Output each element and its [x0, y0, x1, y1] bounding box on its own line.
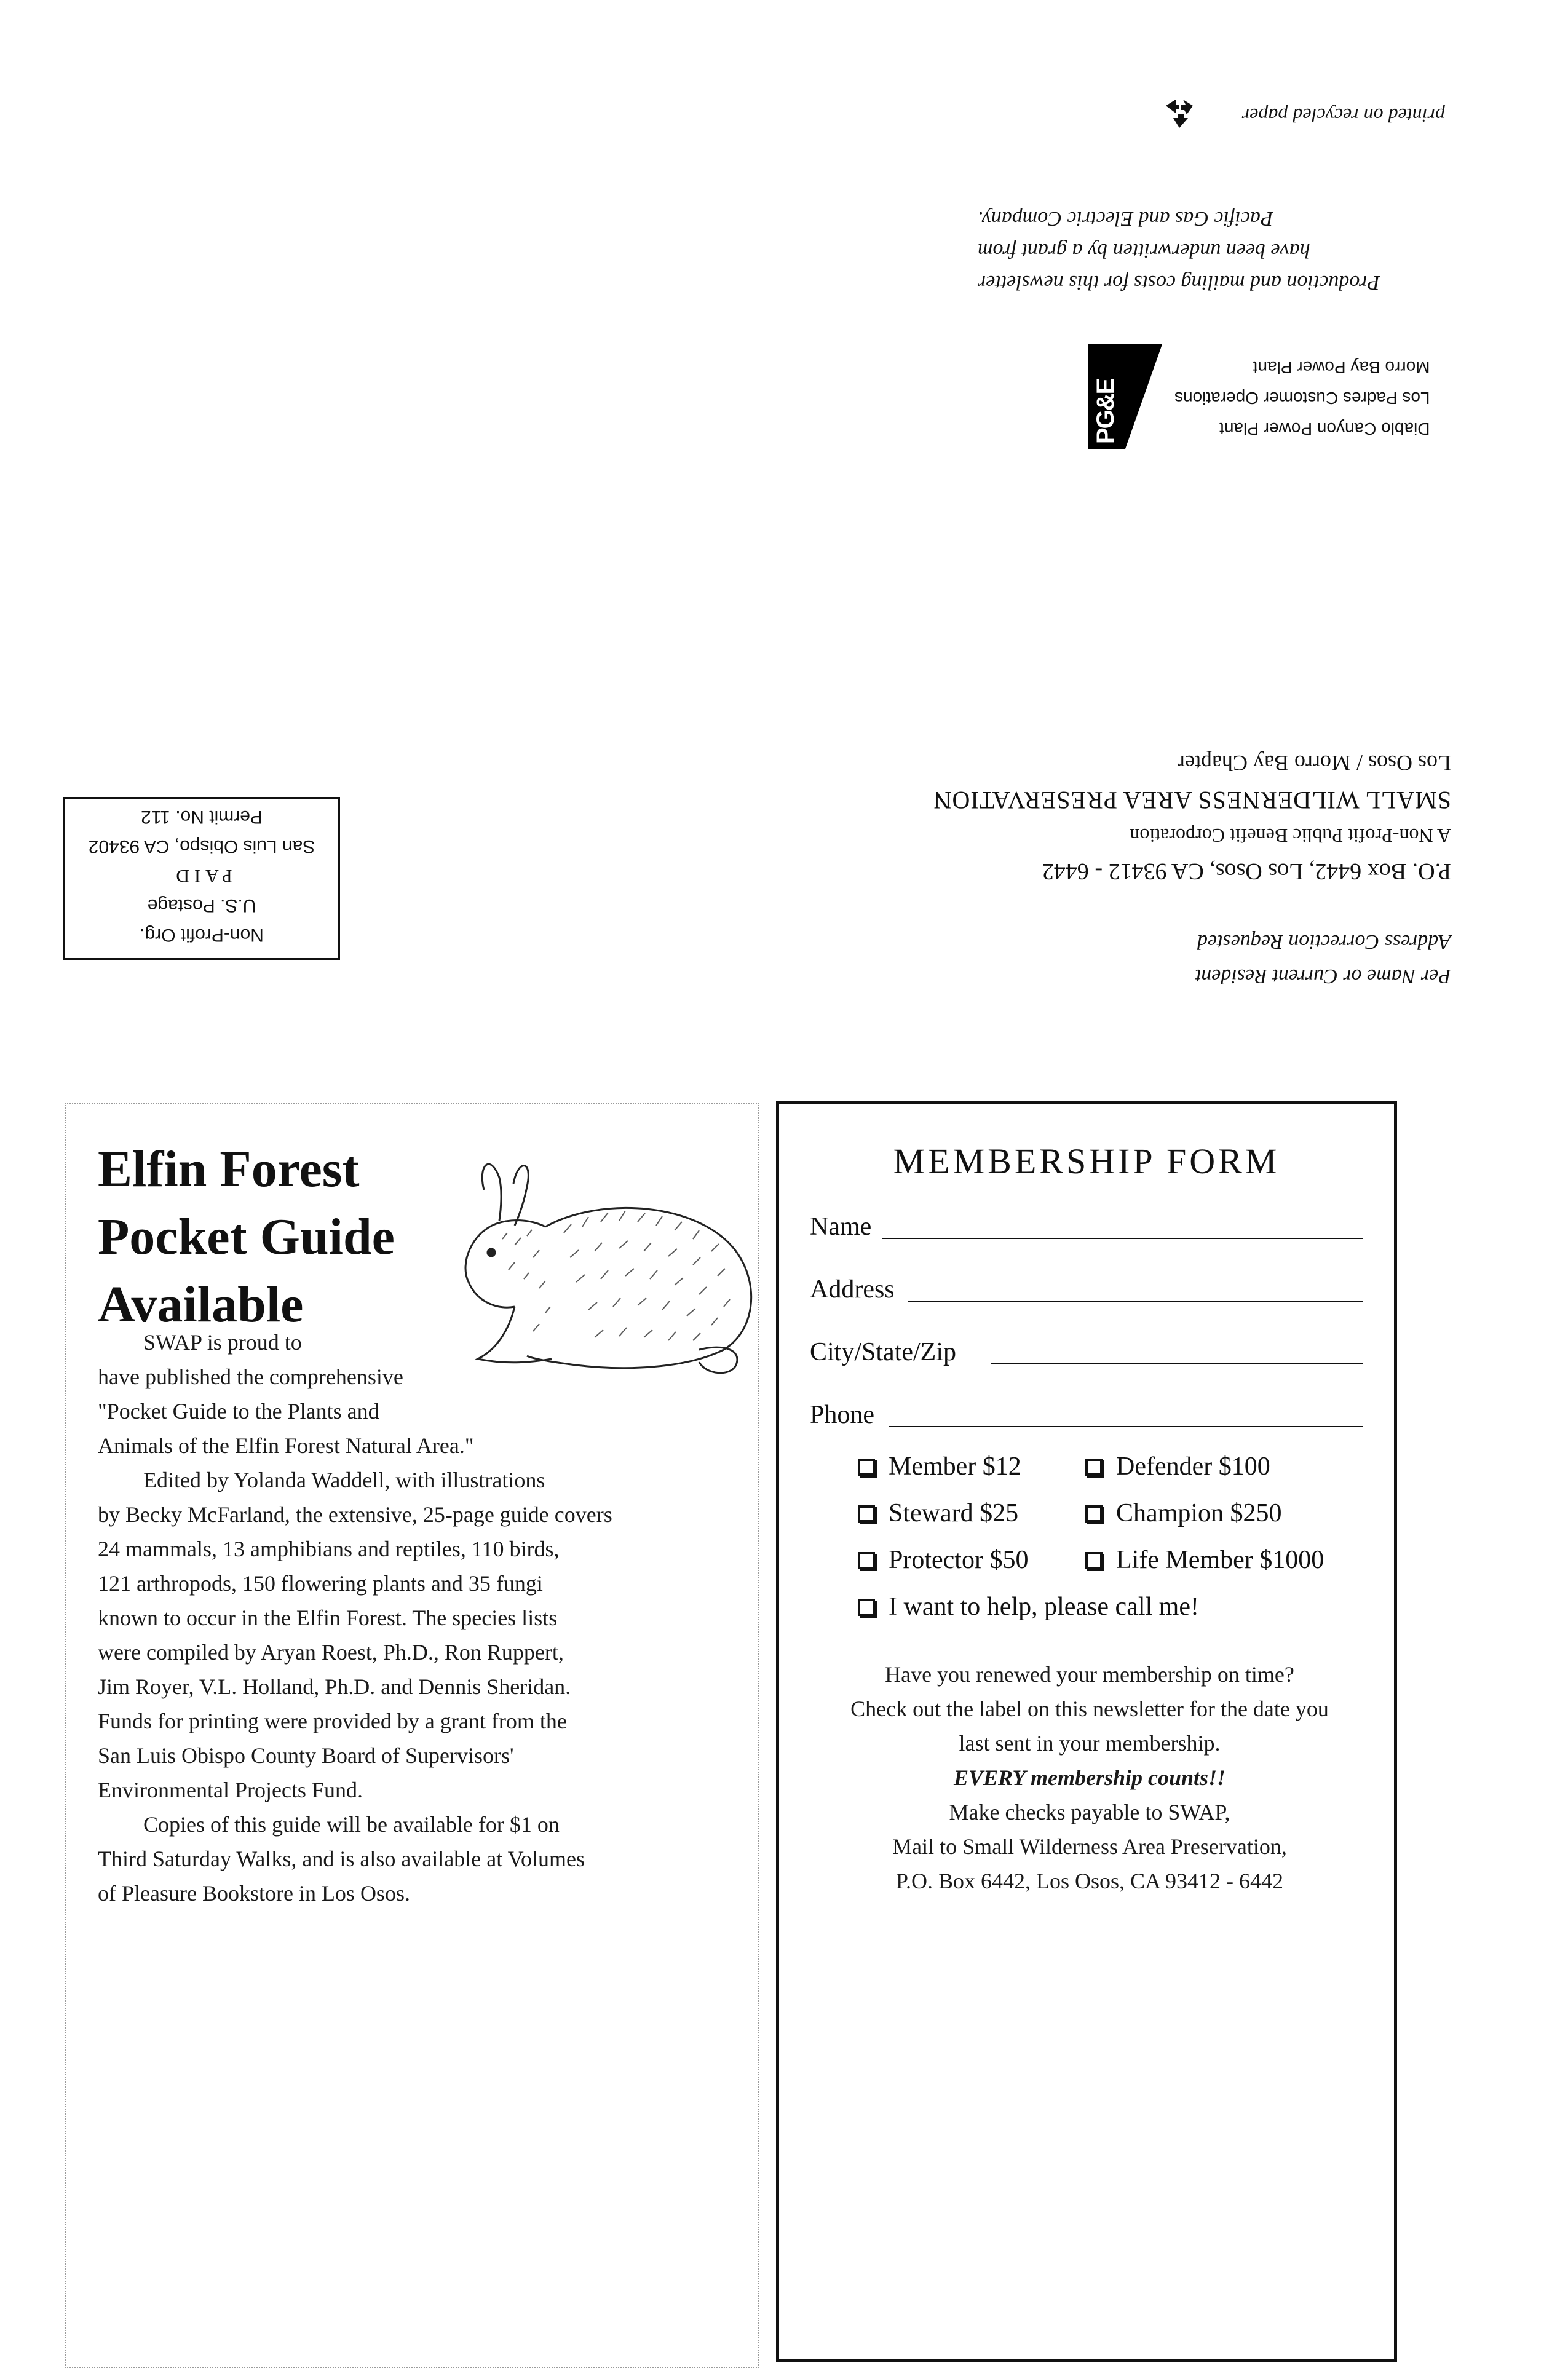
recycled-paper-note	[1162, 91, 1445, 134]
body-line: Third Saturday Walks, and is also available at Volumes	[98, 1847, 585, 1871]
option-champion[interactable]	[1085, 1495, 1282, 1532]
body-line: 24 mammals, 13 amphibians and reptiles, 110 birds,	[98, 1537, 560, 1561]
option-life-member[interactable]	[1085, 1542, 1324, 1578]
title-line: Available	[98, 1276, 304, 1333]
body-line: "Pocket Guide to the Plants and	[98, 1399, 379, 1424]
address-label: Address	[810, 1275, 895, 1304]
body-line: SWAP is proud to	[143, 1330, 302, 1355]
org-type-line: A Non-Profit Public Benefit Corporation	[1130, 825, 1451, 847]
pge-sponsor	[1088, 344, 1457, 449]
address-line[interactable]	[908, 1301, 1363, 1302]
phone-line[interactable]	[889, 1426, 1363, 1427]
body-line: Funds for printing were provided by a grant from the	[98, 1709, 567, 1733]
phone-field[interactable]	[810, 1396, 1363, 1433]
body-line: were compiled by Aryan Roest, Ph.D., Ron Ruppert,	[98, 1640, 564, 1665]
postage-indicia	[63, 797, 340, 960]
body-line: Animals of the Elfin Forest Natural Area."	[98, 1433, 474, 1458]
body-line: have published the comprehensive	[98, 1364, 403, 1389]
membership-note	[810, 1657, 1369, 1898]
membership-form	[776, 1101, 1397, 2362]
note-line: Have you renewed your membership on time?	[885, 1662, 1294, 1687]
body-line: 121 arthropods, 150 flowering plants and 35 fungi	[98, 1571, 543, 1596]
note-line: last sent in your membership.	[959, 1731, 1221, 1756]
body-line: known to occur in the Elfin Forest. The species lists	[98, 1606, 558, 1630]
underwrite-line: have been underwritten by a grant from	[978, 239, 1310, 262]
city-state-zip-field[interactable]	[810, 1334, 1363, 1371]
checkbox-icon[interactable]	[1085, 1552, 1103, 1569]
body-line: by Becky McFarland, the extensive, 25-page guide covers	[98, 1502, 612, 1527]
body-line: Jim Royer, V.L. Holland, Ph.D. and Dennis Sheridan.	[98, 1674, 571, 1699]
po-box-line: P.O. Box 6442, Los Osos, CA 93412 - 6442	[1042, 858, 1451, 884]
option-label: Champion $250	[1116, 1499, 1282, 1527]
checkbox-icon[interactable]	[858, 1599, 875, 1616]
checkbox-icon[interactable]	[858, 1459, 875, 1476]
option-label: Protector $50	[889, 1546, 1029, 1574]
postage-line: Non-Profit Org.	[140, 925, 264, 945]
pocket-guide-body	[98, 1325, 750, 1911]
recycle-icon	[1162, 96, 1197, 130]
underwrite-note	[978, 200, 1470, 298]
pge-logo	[1088, 344, 1162, 449]
chapter-line: Los Osos / Morro Bay Chapter	[1178, 751, 1451, 775]
option-defender[interactable]	[1085, 1448, 1270, 1485]
pge-line: Los Padres Customer Operations	[1174, 389, 1430, 408]
postage-line: San Luis Obispo, CA 93402	[88, 836, 315, 857]
postage-paid: PAID	[171, 866, 232, 886]
option-member[interactable]	[858, 1448, 1021, 1485]
checkbox-icon[interactable]	[858, 1552, 875, 1569]
option-label: I want to help, please call me!	[889, 1593, 1199, 1621]
mail-to-line: Mail to Small Wilderness Area Preservation,	[892, 1834, 1287, 1859]
checkbox-icon[interactable]	[1085, 1505, 1103, 1523]
body-line: San Luis Obispo County Board of Supervisors'	[98, 1743, 514, 1768]
note-line: Check out the label on this newsletter for the date you	[850, 1697, 1329, 1721]
membership-form-title: MEMBERSHIP FORM	[893, 1141, 1280, 1181]
address-correction-line: Address Correction Requested	[1197, 930, 1451, 953]
return-address	[861, 735, 1451, 993]
po-box-line: P.O. Box 6442, Los Osos, CA 93412 - 6442	[895, 1869, 1284, 1893]
city-state-zip-line[interactable]	[991, 1363, 1363, 1364]
option-steward[interactable]	[858, 1495, 1018, 1532]
checkbox-icon[interactable]	[1085, 1459, 1103, 1476]
title-line: Elfin Forest	[98, 1141, 360, 1198]
underwrite-line: Pacific Gas and Electric Company.	[978, 207, 1273, 230]
pocket-guide-announcement	[65, 1103, 759, 2368]
name-field[interactable]	[810, 1208, 1363, 1245]
body-line: of Pleasure Bookstore in Los Osos.	[98, 1881, 410, 1906]
option-label: Member $12	[889, 1452, 1021, 1481]
option-protector[interactable]	[858, 1542, 1028, 1578]
pge-line: Diablo Canyon Power Plant	[1219, 419, 1430, 438]
postage-line: U.S. Postage	[147, 895, 256, 916]
title-line: Pocket Guide	[98, 1208, 395, 1265]
payable-line: Make checks payable to SWAP,	[949, 1800, 1230, 1824]
address-field[interactable]	[810, 1271, 1363, 1308]
name-line[interactable]	[882, 1238, 1363, 1239]
underwrite-line: Production and mailing costs for this newsletter	[978, 271, 1380, 294]
pge-line: Morro Bay Power Plant	[1253, 358, 1430, 377]
pocket-guide-title	[98, 1136, 467, 1339]
org-name-line: SMALL WILDERNESS AREA PRESERVATION	[933, 786, 1451, 814]
body-line: Copies of this guide will be available for $1 on	[143, 1812, 560, 1837]
phone-label: Phone	[810, 1401, 874, 1429]
pge-logo-text: PG&E	[1092, 379, 1119, 444]
per-name-line: Per Name or Current Resident	[1195, 965, 1451, 988]
option-label: Defender $100	[1116, 1452, 1270, 1481]
checkbox-icon[interactable]	[858, 1505, 875, 1523]
option-label: Steward $25	[889, 1499, 1019, 1527]
recycled-text: printed on recycled paper	[1241, 105, 1445, 127]
postage-line: Permit No. 112	[141, 807, 263, 827]
body-line: Edited by Yolanda Waddell, with illustrations	[143, 1468, 545, 1492]
option-help[interactable]	[858, 1588, 1199, 1625]
name-label: Name	[810, 1213, 872, 1241]
city-state-zip-label: City/State/Zip	[810, 1338, 956, 1366]
option-label: Life Member $1000	[1116, 1546, 1324, 1574]
body-line: Environmental Projects Fund.	[98, 1778, 363, 1802]
every-membership-counts: EVERY membership counts!!	[953, 1765, 1226, 1790]
